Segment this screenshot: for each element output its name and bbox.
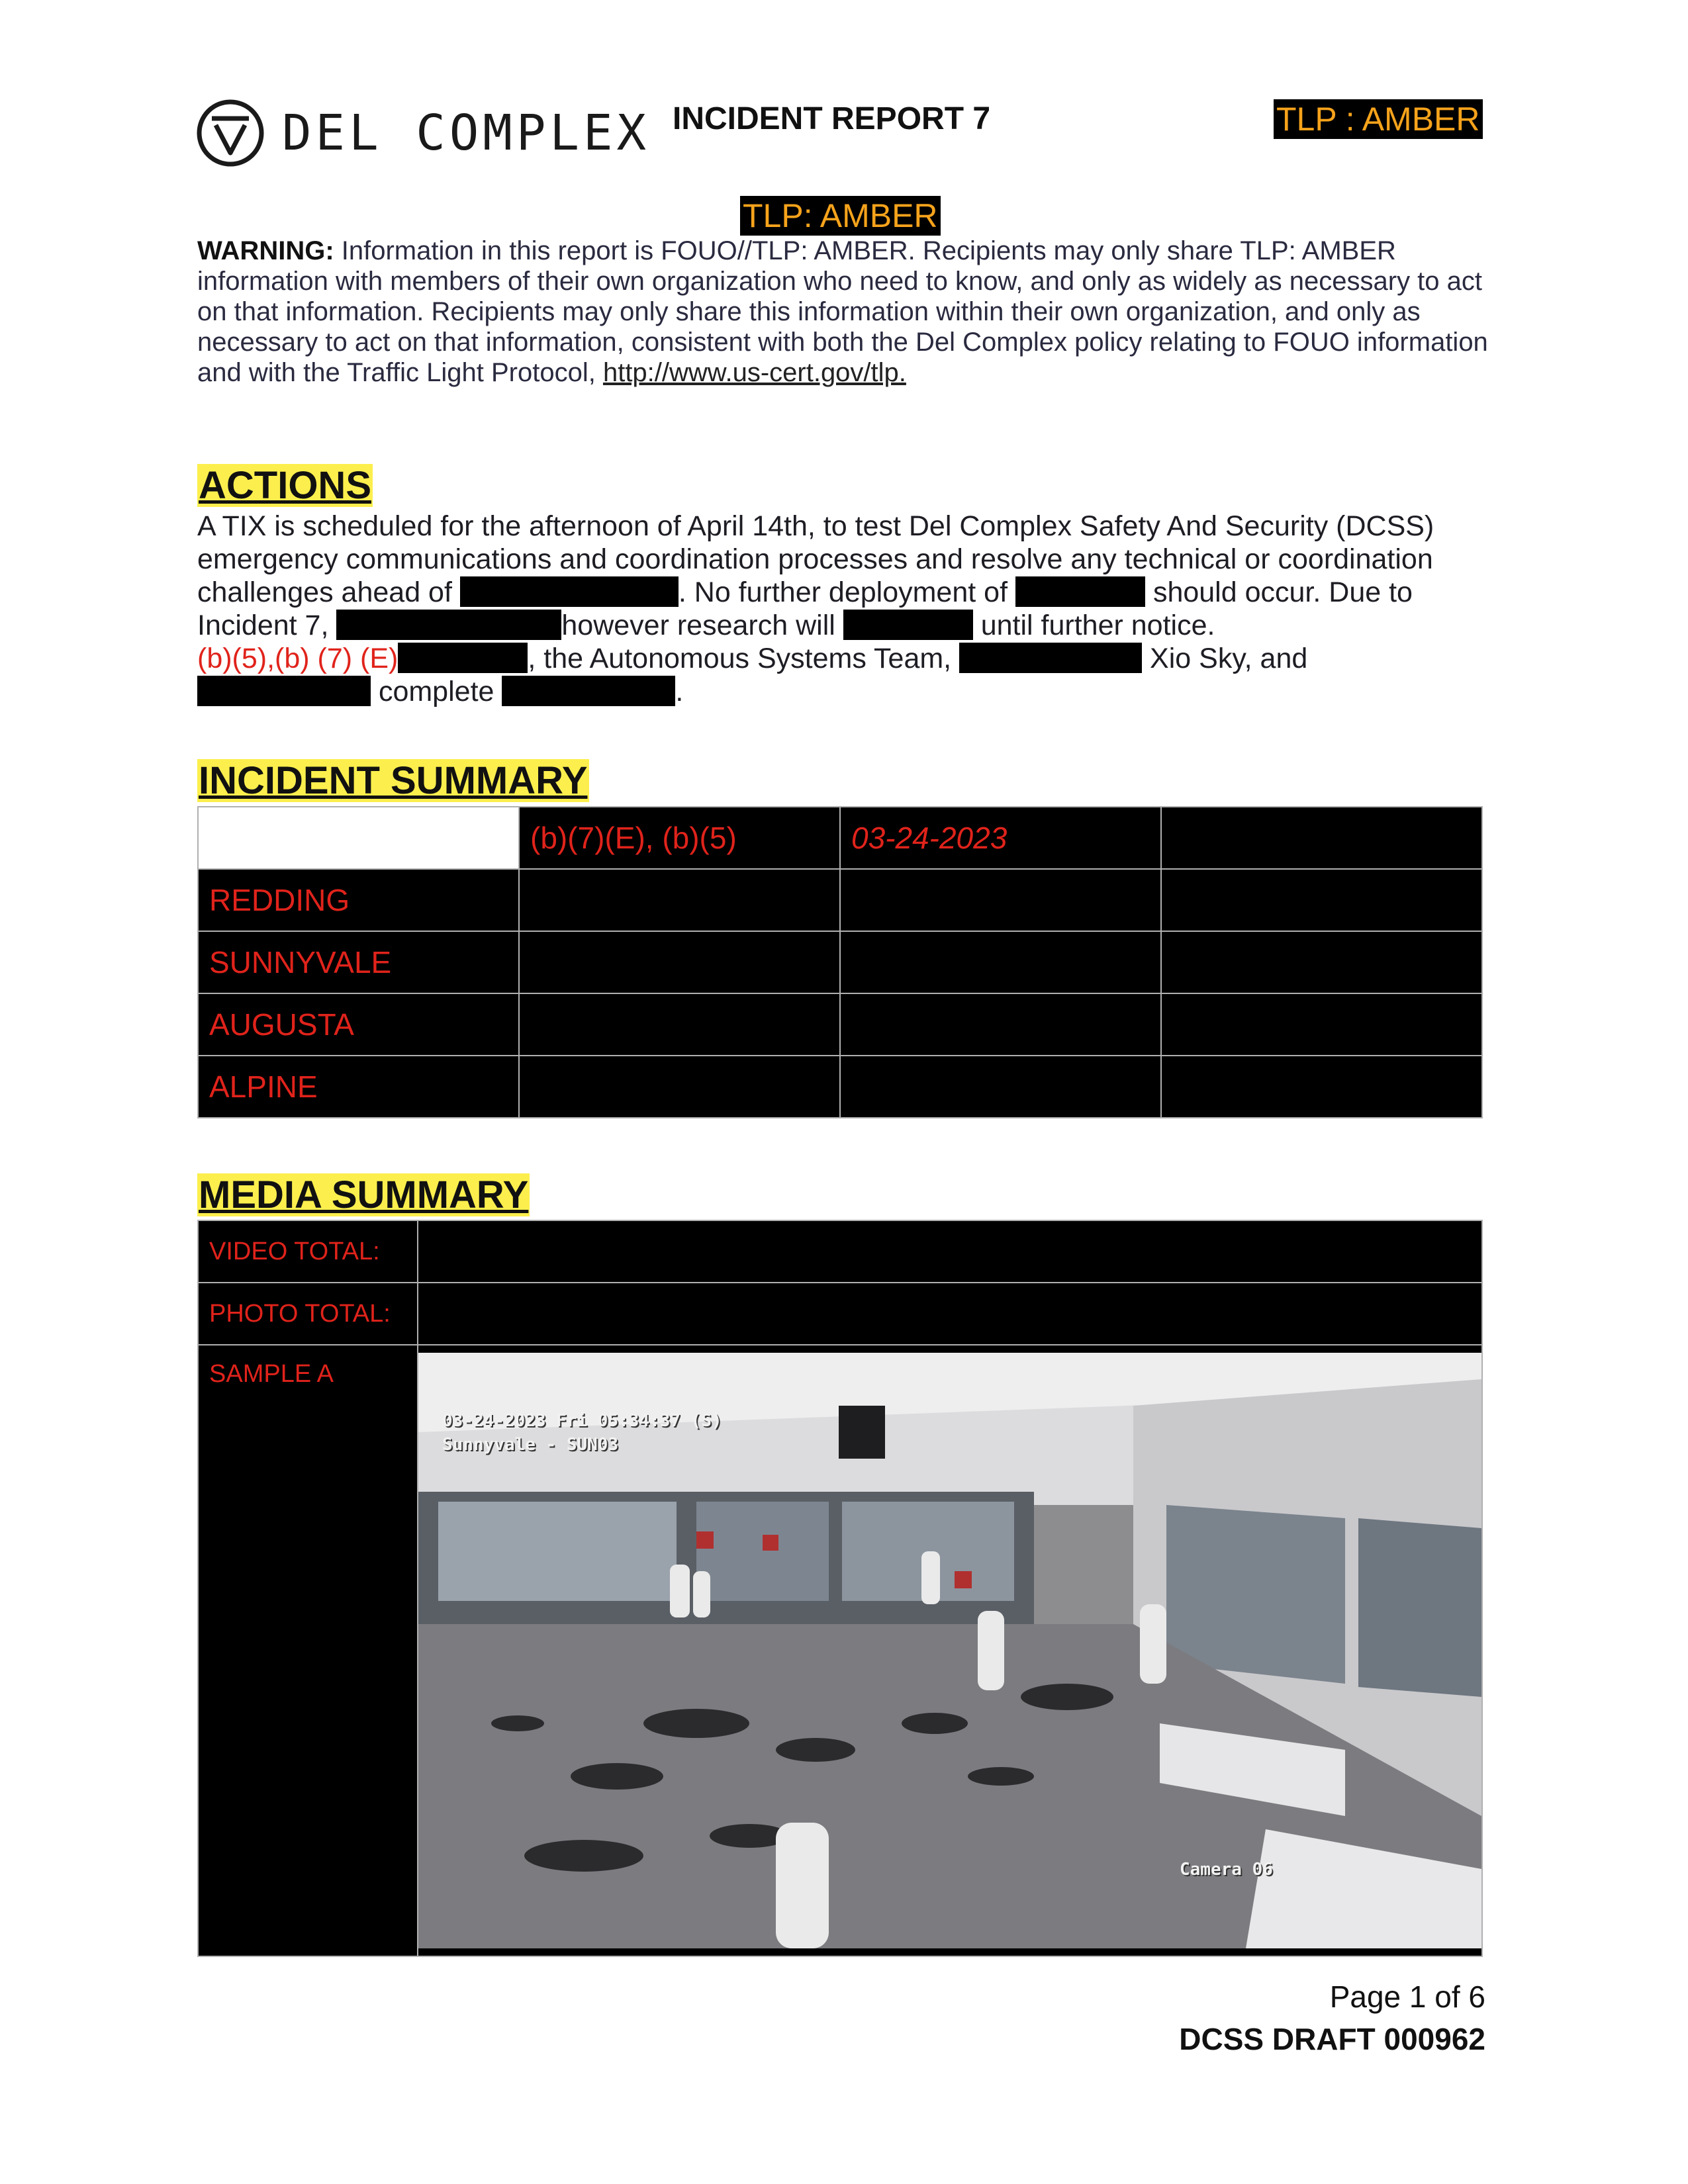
redaction-block xyxy=(843,610,973,640)
redaction-block xyxy=(398,643,528,673)
cctv-timestamp: 03-24-2023 Fri 05:34:37 (S) xyxy=(442,1411,722,1431)
page-number: Page 1 of 6 xyxy=(1329,1979,1485,2014)
actions-text: until further notice. xyxy=(980,610,1215,641)
actions-text: . xyxy=(675,676,684,707)
exemption-code: (b)(5),(b) (7) (E) xyxy=(197,643,399,674)
cctv-photo xyxy=(418,1353,1481,1948)
incident-summary-table xyxy=(197,806,1483,1118)
redacted-cell xyxy=(1161,931,1482,993)
redacted-cell xyxy=(519,931,840,993)
actions-text: Xio Sky, and xyxy=(1150,643,1308,674)
del-complex-emblem-icon xyxy=(196,99,265,167)
redacted-cell xyxy=(519,1056,840,1118)
warning-label: WARNING: xyxy=(197,236,334,265)
cctv-camera-label: Camera 06 xyxy=(1180,1860,1273,1880)
incident-heading-wrap xyxy=(197,758,589,803)
header-cell-date: 03-24-2023 xyxy=(840,807,1161,869)
redaction-block xyxy=(502,676,675,706)
table-row xyxy=(198,931,1482,993)
media-summary-table xyxy=(197,1220,1483,1957)
table-header-row xyxy=(198,807,1482,869)
location-cell: SUNNYVALE xyxy=(198,931,519,993)
header-cell xyxy=(198,807,519,869)
redacted-cell xyxy=(519,993,840,1056)
media-heading-wrap xyxy=(197,1173,530,1217)
redacted-cell xyxy=(1161,869,1482,931)
table-row xyxy=(198,1283,1482,1345)
redacted-cell xyxy=(840,869,1161,931)
photo-cell xyxy=(418,1345,1482,1956)
tlp-badge-top: TLP : AMBER xyxy=(1274,99,1483,139)
table-row xyxy=(198,1056,1482,1118)
table-row xyxy=(198,1220,1482,1283)
actions-text: complete xyxy=(378,676,494,707)
redaction-block xyxy=(959,643,1142,673)
redacted-cell xyxy=(519,869,840,931)
actions-paragraph xyxy=(197,510,1495,708)
header-cell: (b)(7)(E), (b)(5) xyxy=(519,807,840,869)
redacted-cell xyxy=(418,1283,1482,1345)
redacted-cell xyxy=(840,993,1161,1056)
actions-heading-wrap xyxy=(197,463,373,508)
location-cell: ALPINE xyxy=(198,1056,519,1118)
photo-total-label: PHOTO TOTAL: xyxy=(198,1283,418,1345)
redaction-block xyxy=(336,610,561,640)
cctv-location: Sunnyvale - SUN03 xyxy=(442,1435,619,1455)
redacted-cell xyxy=(840,931,1161,993)
tlp-link[interactable]: http://www.us-cert.gov/tlp. xyxy=(602,358,906,387)
media-summary-heading: MEDIA SUMMARY xyxy=(199,1173,529,1216)
actions-heading: ACTIONS xyxy=(199,464,371,507)
redacted-cell xyxy=(418,1220,1482,1283)
incident-summary-heading: INCIDENT SUMMARY xyxy=(199,759,588,802)
redaction-block xyxy=(197,676,371,706)
table-row xyxy=(198,869,1482,931)
del-complex-logo xyxy=(196,98,659,168)
actions-text: however research will xyxy=(561,610,835,641)
tlp-badge-center: TLP: AMBER xyxy=(740,196,941,236)
table-row xyxy=(198,993,1482,1056)
location-cell: AUGUSTA xyxy=(198,993,519,1056)
table-row xyxy=(198,1345,1482,1956)
logo-text: DEL COMPLEX xyxy=(282,105,651,161)
report-title: INCIDENT REPORT 7 xyxy=(673,101,991,136)
header-cell xyxy=(1161,807,1482,869)
location-cell: REDDING xyxy=(198,869,519,931)
sample-a-label: SAMPLE A xyxy=(198,1345,418,1956)
actions-text: . No further deployment of xyxy=(678,576,1008,608)
video-total-label: VIDEO TOTAL: xyxy=(198,1220,418,1283)
redaction-block xyxy=(460,576,679,607)
redacted-cell xyxy=(1161,1056,1482,1118)
redaction-block xyxy=(1015,576,1145,607)
redacted-cell xyxy=(840,1056,1161,1118)
actions-text: A TIX is scheduled for the afternoon of April 14th, to test Del Complex Safety And Security (DCSS) emergency communications and coordination processes and resolve any technical or coordination challenges ahead of xyxy=(197,510,1434,608)
warning-paragraph xyxy=(197,236,1495,388)
warning-body: Information in this report is FOUO//TLP: AMBER. Recipients may only share TLP: AMBER information with members of their own organization who need to know, and only as widely as necessary to act on that information. Recipients may only share this information within their own organization, and only as necessary to act on that information, consistent with both the Del Complex policy relating to FOUO information and with the Traffic Light Protocol, xyxy=(197,236,1488,387)
actions-text: , the Autonomous Systems Team, xyxy=(528,643,952,674)
draft-identifier: DCSS DRAFT 000962 xyxy=(1179,2022,1485,2056)
redacted-cell xyxy=(1161,993,1482,1056)
actions-text: should occur. Due to Incident 7, xyxy=(197,576,1413,641)
